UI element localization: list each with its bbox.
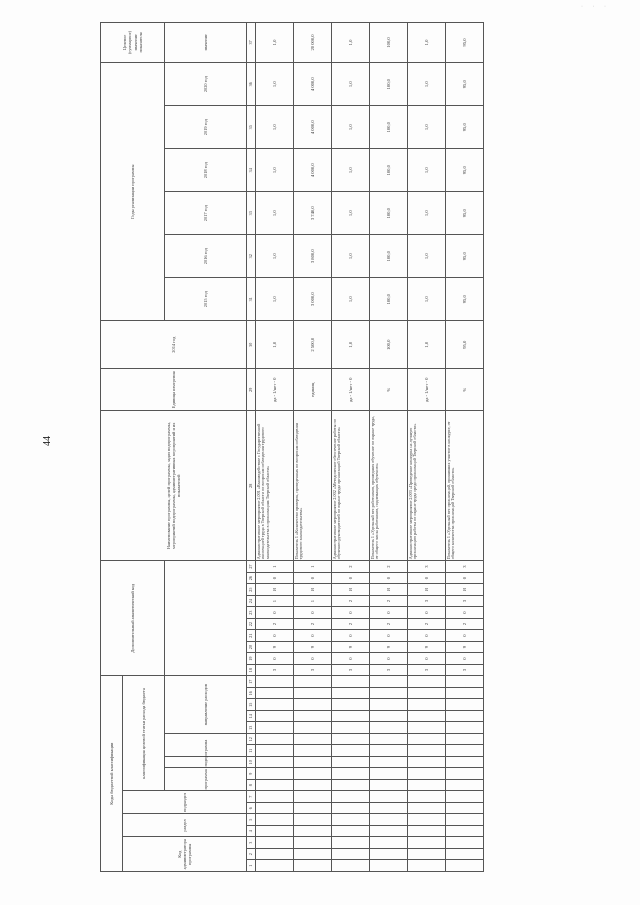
code-digit-cell: 2 bbox=[332, 561, 370, 573]
budget-codes-header: Коды бюджетной классификации bbox=[101, 676, 123, 872]
activity-direction-header: направление расходов bbox=[165, 676, 247, 734]
budget-code-cell bbox=[256, 688, 294, 700]
year-value-cell: 1,0 bbox=[332, 278, 370, 321]
column-number: 10 bbox=[247, 757, 256, 769]
budget-code-cell bbox=[332, 814, 370, 826]
year-value-cell: 1,0 bbox=[256, 321, 294, 369]
code-digit-cell: Я bbox=[294, 584, 332, 596]
budget-code-cell bbox=[256, 780, 294, 792]
column-number: 31 bbox=[247, 278, 256, 321]
budget-code-cell bbox=[446, 711, 484, 723]
column-number: 14 bbox=[247, 711, 256, 723]
budget-code-cell bbox=[408, 745, 446, 757]
budget-code-cell bbox=[408, 722, 446, 734]
year-2019-header: 2019 год bbox=[165, 106, 247, 149]
code-digit-cell: 0 bbox=[408, 653, 446, 665]
year-value-cell: 95,0 bbox=[446, 278, 484, 321]
column-number: 33 bbox=[247, 192, 256, 235]
budget-code-cell bbox=[256, 860, 294, 872]
year-value-cell: 1,0 bbox=[408, 63, 446, 106]
budget-code-cell bbox=[332, 791, 370, 803]
column-number: 37 bbox=[247, 22, 256, 63]
budget-code-cell bbox=[370, 734, 408, 746]
target-value-cell: 1,0 bbox=[256, 22, 294, 63]
code-digit-cell: 0 bbox=[256, 572, 294, 584]
budget-code-cell bbox=[294, 791, 332, 803]
budget-code-cell bbox=[408, 768, 446, 780]
target-value-cell: 20 000,0 bbox=[294, 22, 332, 63]
column-number: 30 bbox=[247, 321, 256, 369]
budget-code-cell bbox=[294, 745, 332, 757]
target-value-header: значение bbox=[165, 22, 247, 63]
budget-code-cell bbox=[446, 757, 484, 769]
unit-cell: % bbox=[446, 369, 484, 411]
budget-code-cell bbox=[256, 768, 294, 780]
program-header: программа bbox=[165, 768, 247, 791]
code-digit-cell: 2 bbox=[446, 618, 484, 630]
year-value-cell: 1,0 bbox=[332, 235, 370, 278]
code-digit-cell: 0 bbox=[408, 572, 446, 584]
code-digit-cell: 9 bbox=[332, 641, 370, 653]
code-digit-cell: 0 bbox=[446, 630, 484, 642]
budget-code-cell bbox=[332, 826, 370, 838]
section-header: раздел bbox=[123, 814, 247, 837]
code-digit-cell: 2 bbox=[370, 595, 408, 607]
code-digit-cell: Я bbox=[370, 584, 408, 596]
target-header: Целевое (суммарное) значение показателя bbox=[101, 22, 165, 63]
column-number: 5 bbox=[247, 814, 256, 826]
column-number: 11 bbox=[247, 745, 256, 757]
year-value-cell: 100,0 bbox=[370, 235, 408, 278]
year-value-cell: 2 500,0 bbox=[294, 321, 332, 369]
column-number: 2 bbox=[247, 849, 256, 861]
budget-code-cell bbox=[370, 860, 408, 872]
code-digit-cell: 2 bbox=[332, 618, 370, 630]
budget-code-cell bbox=[294, 711, 332, 723]
code-digit-cell: 0 bbox=[294, 572, 332, 584]
column-number: 24 bbox=[247, 595, 256, 607]
budget-code-cell bbox=[332, 849, 370, 861]
budget-code-cell bbox=[370, 814, 408, 826]
year-value-cell: 1,0 bbox=[256, 192, 294, 235]
column-number: 26 bbox=[247, 572, 256, 584]
budget-code-cell bbox=[332, 722, 370, 734]
target-value-cell: 100,0 bbox=[370, 22, 408, 63]
target-value-cell: 1,0 bbox=[332, 22, 370, 63]
year-value-cell: 1,0 bbox=[256, 63, 294, 106]
code-digit-cell: 1 bbox=[294, 595, 332, 607]
budget-code-cell bbox=[446, 791, 484, 803]
budget-code-cell bbox=[446, 688, 484, 700]
year-value-cell: 95,0 bbox=[446, 149, 484, 192]
column-number: 9 bbox=[247, 768, 256, 780]
budget-code-cell bbox=[294, 734, 332, 746]
budget-code-cell bbox=[446, 837, 484, 849]
column-number: 16 bbox=[247, 688, 256, 700]
code-digit-cell: 0 bbox=[332, 630, 370, 642]
budget-code-cell bbox=[256, 676, 294, 688]
budget-code-cell bbox=[256, 722, 294, 734]
budget-code-cell bbox=[446, 803, 484, 815]
year-value-cell: 1,0 bbox=[256, 235, 294, 278]
year-value-cell: 95,0 bbox=[446, 63, 484, 106]
code-digit-cell: 9 bbox=[408, 641, 446, 653]
code-digit-cell: 3 bbox=[294, 664, 332, 676]
year-value-cell: 100,0 bbox=[370, 106, 408, 149]
budget-code-cell bbox=[256, 745, 294, 757]
code-digit-cell: 3 bbox=[370, 664, 408, 676]
year-value-cell: 4 000,0 bbox=[294, 149, 332, 192]
year-value-cell: 1,0 bbox=[408, 192, 446, 235]
target-value-cell: 1,0 bbox=[408, 22, 446, 63]
column-number: 21 bbox=[247, 630, 256, 642]
code-digit-cell: 1 bbox=[256, 561, 294, 573]
column-number-row bbox=[247, 22, 256, 871]
code-digit-cell: 0 bbox=[332, 572, 370, 584]
subsection-header: подраздел bbox=[123, 791, 247, 814]
year-value-cell: 95,0 bbox=[446, 235, 484, 278]
column-number: 36 bbox=[247, 63, 256, 106]
column-number: 4 bbox=[247, 826, 256, 838]
year-value-cell: 1,0 bbox=[408, 278, 446, 321]
column-number: 8 bbox=[247, 780, 256, 792]
year-value-cell: 1,0 bbox=[332, 149, 370, 192]
code-digit-cell: Я bbox=[446, 584, 484, 596]
budget-code-cell bbox=[256, 803, 294, 815]
year-2017-header: 2017 год bbox=[165, 192, 247, 235]
year-value-cell: 100,0 bbox=[370, 321, 408, 369]
code-digit-cell: 3 bbox=[332, 664, 370, 676]
table-row bbox=[446, 22, 484, 871]
budget-code-cell bbox=[332, 757, 370, 769]
budget-code-cell bbox=[294, 814, 332, 826]
column-number: 22 bbox=[247, 618, 256, 630]
rotated-table-container bbox=[100, 30, 467, 872]
code-digit-cell: 0 bbox=[408, 630, 446, 642]
years-group-header: Годы реализации программы bbox=[101, 63, 165, 321]
year-value-cell: 1,0 bbox=[256, 278, 294, 321]
budget-code-cell bbox=[446, 780, 484, 792]
budget-code-cell bbox=[294, 722, 332, 734]
year-value-cell: 1,0 bbox=[332, 321, 370, 369]
unit-cell: да - 1/нет - 0 bbox=[408, 369, 446, 411]
budget-code-cell bbox=[294, 826, 332, 838]
year-2018-header: 2018 год bbox=[165, 149, 247, 192]
column-number: 29 bbox=[247, 369, 256, 411]
budget-code-cell bbox=[370, 676, 408, 688]
scan-artifact: · · · bbox=[581, 4, 610, 10]
year-value-cell: 95,0 bbox=[446, 192, 484, 235]
column-number: 12 bbox=[247, 734, 256, 746]
budget-code-cell bbox=[408, 837, 446, 849]
year-value-cell: 1,0 bbox=[332, 106, 370, 149]
budget-code-cell bbox=[256, 814, 294, 826]
column-number: 6 bbox=[247, 803, 256, 815]
admin-code-header: Код администратора программы bbox=[123, 837, 247, 872]
name-header: Наименование программы, целей программы, задач подпрограммы, мероприятий подпрограммы, административных мероприятий и их показателей bbox=[101, 411, 247, 561]
code-digit-cell: 0 bbox=[408, 607, 446, 619]
additional-code-header: Дополнительный аналитический код bbox=[101, 561, 165, 676]
budget-code-cell bbox=[332, 780, 370, 792]
program-indicators-table bbox=[100, 22, 484, 872]
budget-code-cell bbox=[446, 814, 484, 826]
budget-code-cell bbox=[408, 780, 446, 792]
code-digit-cell: 2 bbox=[408, 618, 446, 630]
code-digit-cell: 2 bbox=[256, 618, 294, 630]
code-digit-cell: 0 bbox=[294, 607, 332, 619]
code-digit-cell: 3 bbox=[408, 561, 446, 573]
year-value-cell: 4 000,0 bbox=[294, 106, 332, 149]
indicator-name-cell: Административное мероприятие 2.003 «Проведение конкурса на лучшую организацию работы по охране труда среди организаций Тверской области» bbox=[408, 411, 446, 561]
budget-code-cell bbox=[294, 676, 332, 688]
column-number: 19 bbox=[247, 653, 256, 665]
budget-code-cell bbox=[294, 757, 332, 769]
indicator-name-cell: Показатель 1 «Удельный вес работников, прошедших обучение по охране труда, от общего числа работников, подлежащих обучению» bbox=[370, 411, 408, 561]
budget-code-cell bbox=[370, 791, 408, 803]
column-number: 1 bbox=[247, 860, 256, 872]
budget-code-cell bbox=[332, 711, 370, 723]
year-value-cell: 100,0 bbox=[370, 192, 408, 235]
code-digit-cell: 9 bbox=[370, 641, 408, 653]
year-value-cell: 1,0 bbox=[332, 192, 370, 235]
column-number: 17 bbox=[247, 676, 256, 688]
budget-code-cell bbox=[446, 676, 484, 688]
budget-code-cell bbox=[408, 814, 446, 826]
column-number: 3 bbox=[247, 837, 256, 849]
unit-cell: да - 1/нет - 0 bbox=[256, 369, 294, 411]
code-digit-cell: 2 bbox=[370, 561, 408, 573]
column-number: 25 bbox=[247, 584, 256, 596]
code-digit-cell: 0 bbox=[332, 607, 370, 619]
unit-cell: да - 1/нет - 0 bbox=[332, 369, 370, 411]
subprogram-header: подпрограмма bbox=[165, 757, 247, 769]
code-digit-cell: 0 bbox=[446, 653, 484, 665]
budget-code-cell bbox=[446, 734, 484, 746]
budget-code-cell bbox=[332, 803, 370, 815]
code-digit-cell: 0 bbox=[370, 653, 408, 665]
budget-code-cell bbox=[256, 734, 294, 746]
unit-cell: единиц bbox=[294, 369, 332, 411]
budget-code-cell bbox=[446, 826, 484, 838]
code-digit-cell: 0 bbox=[446, 607, 484, 619]
budget-code-cell bbox=[370, 826, 408, 838]
column-number: 32 bbox=[247, 235, 256, 278]
page-number: 44 bbox=[42, 436, 53, 446]
budget-code-cell bbox=[332, 860, 370, 872]
target-value-cell: 95,0 bbox=[446, 22, 484, 63]
budget-code-cell bbox=[408, 860, 446, 872]
column-number: 7 bbox=[247, 791, 256, 803]
year-2015-header: 2015 год bbox=[165, 278, 247, 321]
code-digit-cell: 0 bbox=[256, 653, 294, 665]
code-digit-cell: 2 bbox=[294, 618, 332, 630]
budget-code-cell bbox=[294, 837, 332, 849]
budget-code-cell bbox=[332, 768, 370, 780]
budget-code-cell bbox=[294, 768, 332, 780]
code-digit-cell: 3 bbox=[256, 664, 294, 676]
year-2020-header: 2020 год bbox=[165, 63, 247, 106]
budget-code-cell bbox=[446, 745, 484, 757]
budget-code-cell bbox=[370, 745, 408, 757]
budget-code-cell bbox=[408, 757, 446, 769]
code-digit-cell: 1 bbox=[294, 561, 332, 573]
budget-code-cell bbox=[370, 699, 408, 711]
code-digit-cell: 0 bbox=[332, 653, 370, 665]
budget-code-cell bbox=[332, 688, 370, 700]
code-digit-cell: 1 bbox=[256, 595, 294, 607]
column-number: 27 bbox=[247, 561, 256, 573]
budget-code-cell bbox=[370, 757, 408, 769]
budget-code-cell bbox=[256, 699, 294, 711]
column-number: 15 bbox=[247, 699, 256, 711]
year-2016-header: 2016 год bbox=[165, 235, 247, 278]
budget-code-cell bbox=[294, 860, 332, 872]
code-digit-cell: 9 bbox=[294, 641, 332, 653]
budget-code-cell bbox=[370, 722, 408, 734]
target-article-header: классификация целевой статьи расхода бюджета bbox=[123, 676, 165, 791]
column-number: 35 bbox=[247, 106, 256, 149]
code-digit-cell: 3 bbox=[446, 595, 484, 607]
unit-header: Единица измерения bbox=[101, 369, 247, 411]
budget-code-cell bbox=[370, 780, 408, 792]
budget-code-cell bbox=[408, 688, 446, 700]
budget-code-cell bbox=[332, 745, 370, 757]
code-digit-cell: 0 bbox=[370, 572, 408, 584]
budget-code-cell bbox=[408, 711, 446, 723]
year-value-cell: 4 000,0 bbox=[294, 63, 332, 106]
budget-code-cell bbox=[408, 699, 446, 711]
column-number: 18 bbox=[247, 664, 256, 676]
budget-code-cell bbox=[408, 826, 446, 838]
budget-code-cell bbox=[256, 791, 294, 803]
year-value-cell: 100,0 bbox=[370, 149, 408, 192]
code-digit-cell: 2 bbox=[370, 618, 408, 630]
budget-code-cell bbox=[446, 699, 484, 711]
indicator-name-cell: Показатель 1 «Удельный вес организаций, принявших участие в конкурсе, от общего количества организаций Тверской области» bbox=[446, 411, 484, 561]
budget-code-cell bbox=[408, 676, 446, 688]
code-digit-cell: 0 bbox=[294, 630, 332, 642]
year-value-cell: 95,0 bbox=[446, 321, 484, 369]
code-digit-cell: Я bbox=[256, 584, 294, 596]
code-digit-cell: 9 bbox=[256, 641, 294, 653]
code-digit-cell: 3 bbox=[446, 664, 484, 676]
code-digit-cell: 3 bbox=[408, 664, 446, 676]
year-value-cell: 95,0 bbox=[446, 106, 484, 149]
column-number: 23 bbox=[247, 607, 256, 619]
budget-code-cell bbox=[256, 826, 294, 838]
code-digit-cell: 2 bbox=[332, 595, 370, 607]
budget-code-cell bbox=[446, 768, 484, 780]
code-digit-cell: 0 bbox=[294, 653, 332, 665]
budget-code-cell bbox=[294, 699, 332, 711]
code-digit-cell: 0 bbox=[446, 572, 484, 584]
budget-code-cell bbox=[256, 757, 294, 769]
budget-code-cell bbox=[408, 803, 446, 815]
budget-code-cell bbox=[294, 688, 332, 700]
year-value-cell: 1,0 bbox=[408, 235, 446, 278]
budget-code-cell bbox=[370, 849, 408, 861]
column-number: 13 bbox=[247, 722, 256, 734]
budget-code-cell bbox=[294, 849, 332, 861]
year-value-cell: 3 740,0 bbox=[294, 192, 332, 235]
budget-code-cell bbox=[370, 768, 408, 780]
budget-code-cell bbox=[256, 837, 294, 849]
budget-code-cell bbox=[370, 688, 408, 700]
unit-cell: % bbox=[370, 369, 408, 411]
budget-code-cell bbox=[256, 849, 294, 861]
budget-code-cell bbox=[408, 791, 446, 803]
budget-code-cell bbox=[446, 849, 484, 861]
year-value-cell: 1,0 bbox=[408, 149, 446, 192]
budget-code-cell bbox=[408, 734, 446, 746]
budget-code-cell bbox=[446, 722, 484, 734]
budget-code-cell bbox=[370, 711, 408, 723]
indicator-name-cell: Административное мероприятие 2.001 «Взаимодействие с Государственной инспекцией труда в Тверской области по вопросам соблюдения трудового законодательства в организациях Тверской области» bbox=[256, 411, 294, 561]
code-digit-cell: Я bbox=[408, 584, 446, 596]
budget-code-cell bbox=[256, 711, 294, 723]
budget-code-cell bbox=[332, 676, 370, 688]
budget-code-cell bbox=[408, 849, 446, 861]
code-digit-cell: 0 bbox=[370, 630, 408, 642]
budget-code-cell bbox=[370, 837, 408, 849]
table-row bbox=[370, 22, 408, 871]
year-value-cell: 3 000,0 bbox=[294, 278, 332, 321]
budget-code-cell bbox=[294, 780, 332, 792]
code-digit-cell: 0 bbox=[370, 607, 408, 619]
year-value-cell: 3 800,0 bbox=[294, 235, 332, 278]
table-row bbox=[332, 22, 370, 871]
year-value-cell: 1,0 bbox=[408, 321, 446, 369]
indicator-name-cell: Показатель 1 «Количество проверок, проведенных по вопросам соблюдения трудового законодательства» bbox=[294, 411, 332, 561]
table-row bbox=[408, 22, 446, 871]
year-value-cell: 100,0 bbox=[370, 278, 408, 321]
code-digit-cell: 0 bbox=[256, 630, 294, 642]
column-number: 28 bbox=[247, 411, 256, 561]
budget-code-cell bbox=[332, 734, 370, 746]
table-row bbox=[256, 22, 294, 871]
code-digit-cell: 3 bbox=[408, 595, 446, 607]
year-value-cell: 100,0 bbox=[370, 63, 408, 106]
column-number: 20 bbox=[247, 641, 256, 653]
code-digit-cell: 0 bbox=[256, 607, 294, 619]
indicator-name-cell: Административное мероприятие 2.002 «Методическое обеспечение работы по обучению руководителей по охране труда организаций Тверской области» bbox=[332, 411, 370, 561]
year-value-cell: 1,0 bbox=[408, 106, 446, 149]
table-row bbox=[294, 22, 332, 871]
code-digit-cell: Я bbox=[332, 584, 370, 596]
budget-code-cell bbox=[332, 699, 370, 711]
year-value-cell: 1,0 bbox=[256, 149, 294, 192]
budget-code-cell bbox=[370, 803, 408, 815]
budget-code-cell bbox=[294, 803, 332, 815]
code-digit-cell: 3 bbox=[446, 561, 484, 573]
base-year-header: 2014 год bbox=[101, 321, 247, 369]
column-number: 34 bbox=[247, 149, 256, 192]
budget-code-cell bbox=[332, 837, 370, 849]
year-value-cell: 1,0 bbox=[332, 63, 370, 106]
budget-code-cell bbox=[446, 860, 484, 872]
year-value-cell: 1,0 bbox=[256, 106, 294, 149]
code-digit-cell: 9 bbox=[446, 641, 484, 653]
